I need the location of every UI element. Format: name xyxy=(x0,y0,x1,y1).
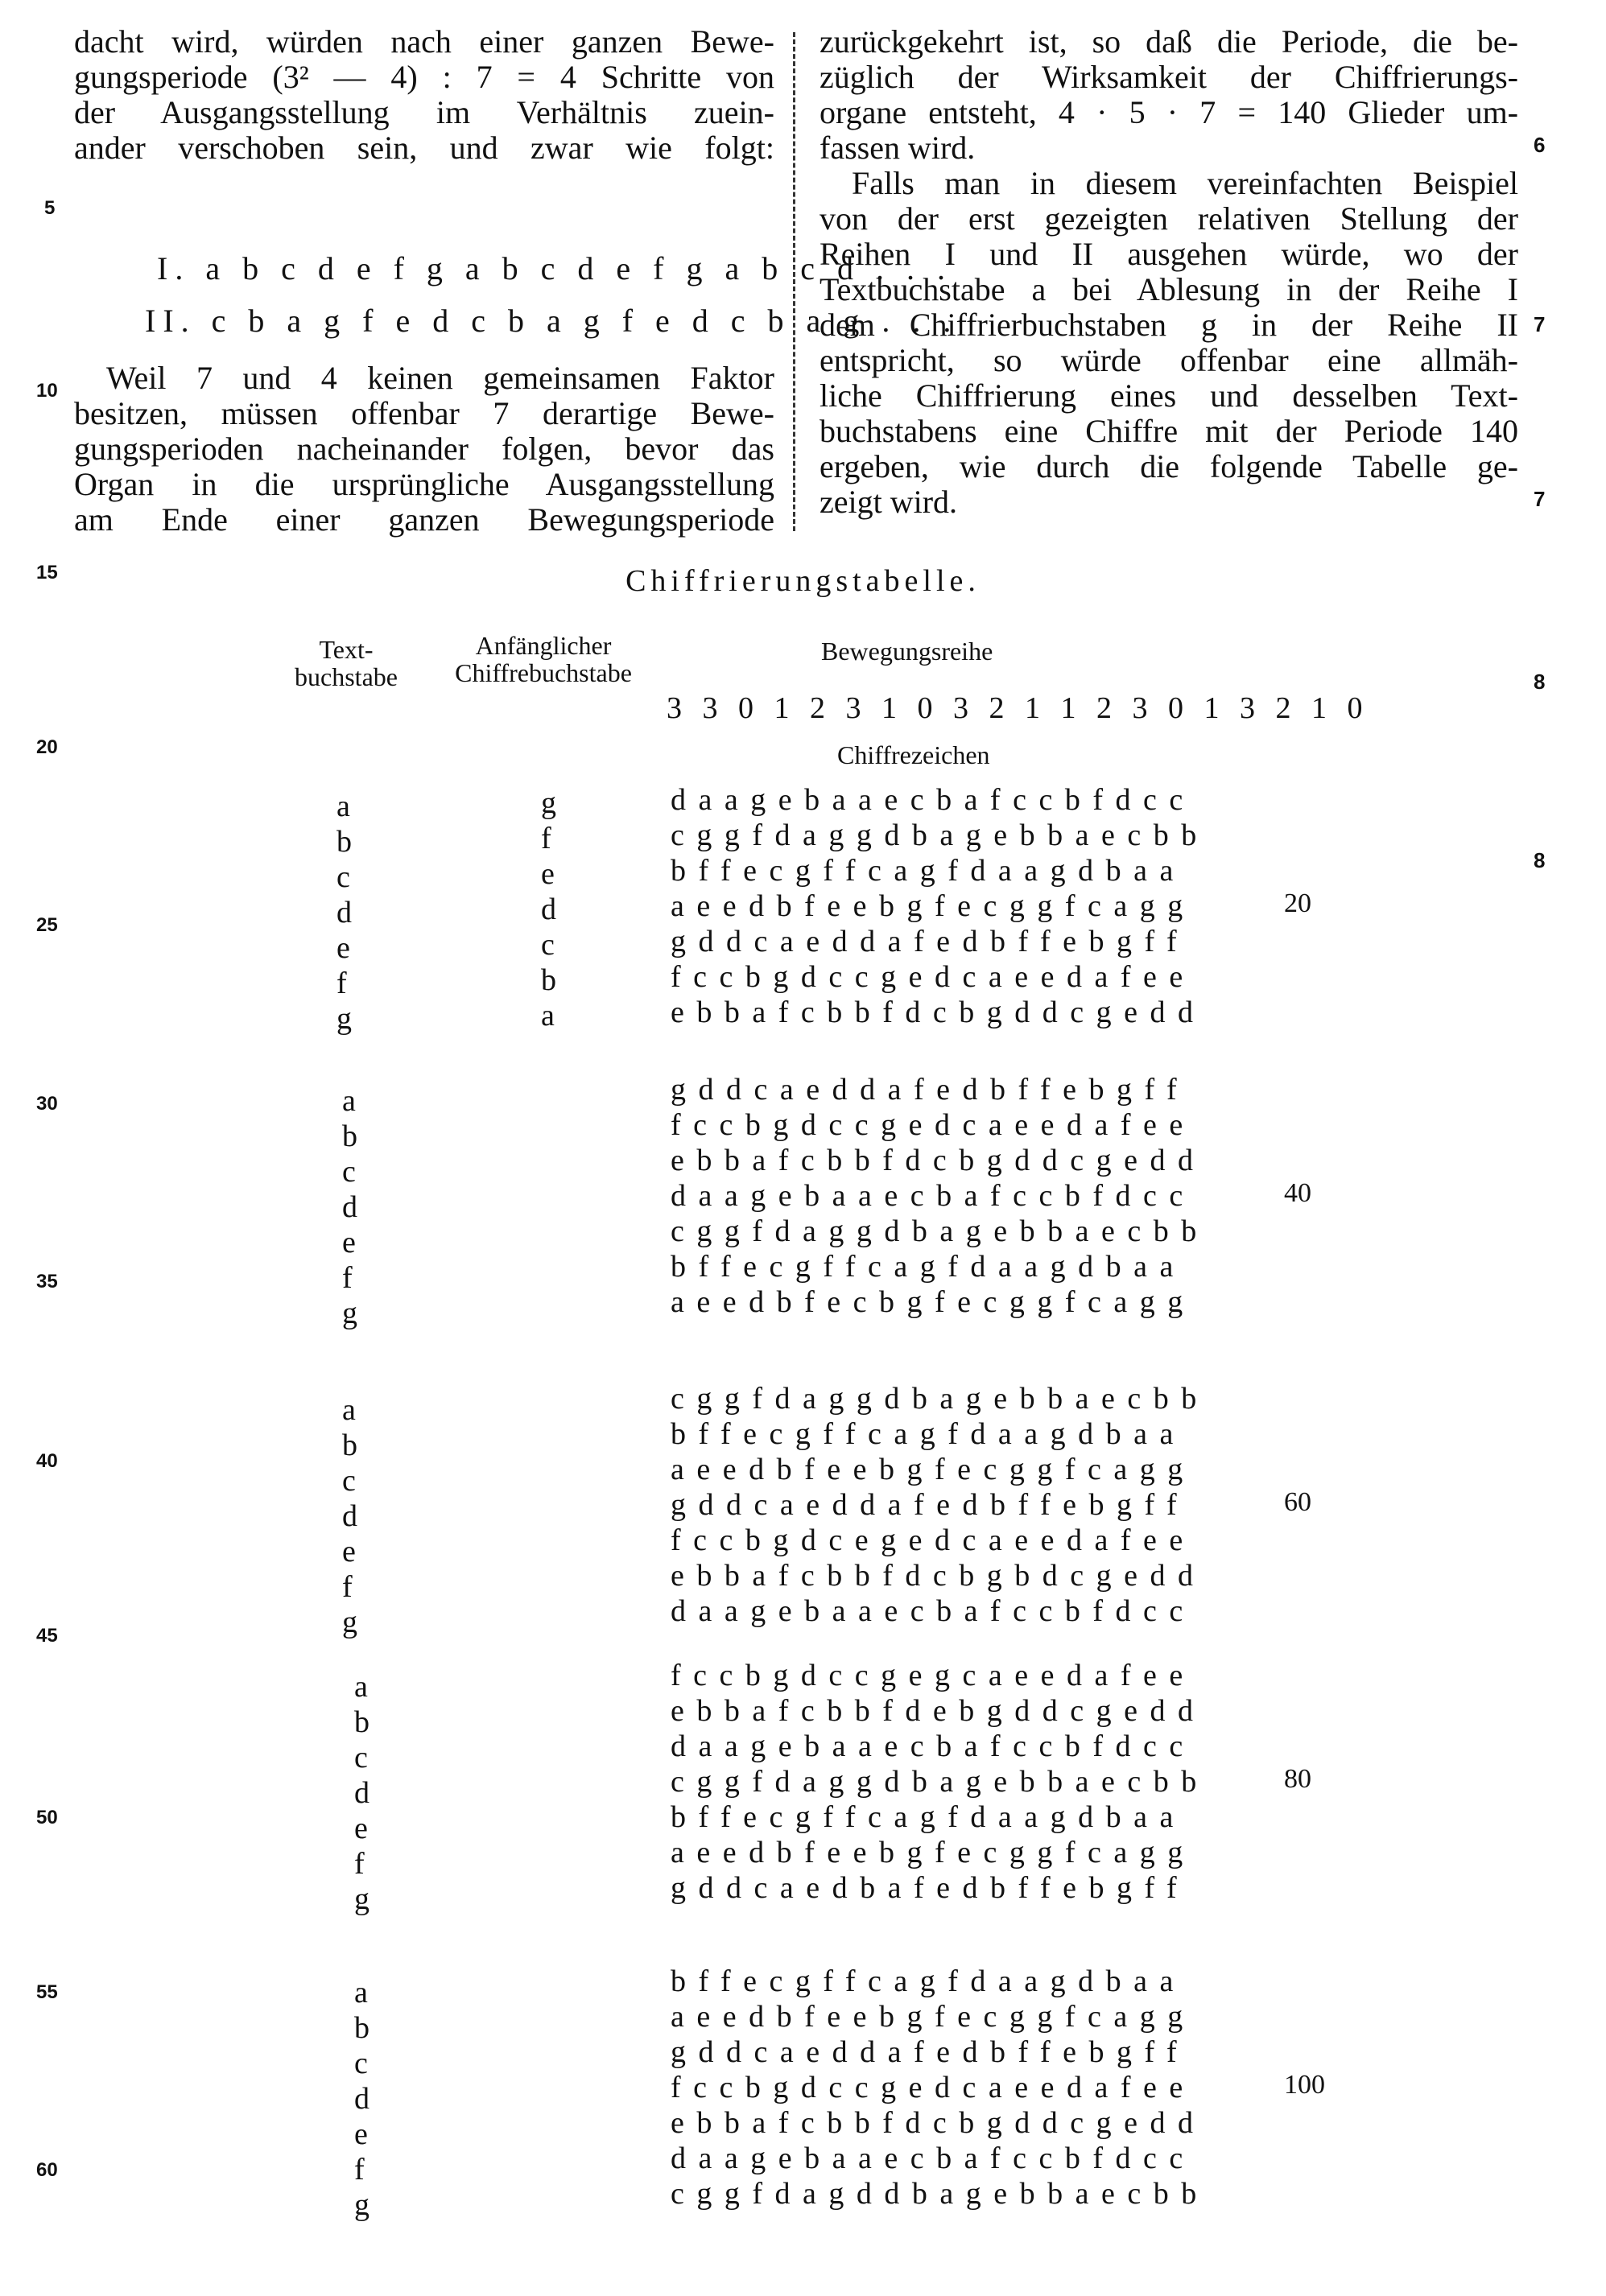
header-line: Anfänglicher xyxy=(475,631,612,660)
cipher-row: aeedbfeebgfecggfcagg xyxy=(671,2000,1195,2034)
cipher-row: bffecgffcagfdaagdbaa xyxy=(671,1800,1186,1834)
text-letter: a xyxy=(336,789,350,823)
period-count: 40 xyxy=(1284,1178,1311,1208)
text-letter: c xyxy=(342,1155,356,1189)
movement-series: 3 3 0 1 2 3 1 0 3 2 1 1 2 3 0 1 3 2 1 0 xyxy=(667,691,1369,725)
cipher-row: daagebaaecbafccbfdcc xyxy=(671,1594,1195,1628)
line-number: 10 xyxy=(36,380,58,402)
initial-cipher-letter: d xyxy=(541,892,556,926)
text-letter: c xyxy=(354,2047,368,2080)
cipher-row: gddcaeddafedbffebgff xyxy=(671,2035,1190,2069)
cipher-row: aeedbfeebgfecggfcagg xyxy=(671,1453,1195,1486)
cipher-row: bffecgffcagfdaagdbaa xyxy=(671,1964,1186,1998)
text-letter: b xyxy=(354,1705,370,1739)
text-line: der Ausgangsstellung im Verhältnis zuein- xyxy=(74,94,774,130)
cipher-row: aeedbfeebgfecggfcagg xyxy=(671,889,1195,923)
left-column-2 xyxy=(74,361,774,538)
cipher-row: cggfdaggdbagebbaecbb xyxy=(671,818,1209,852)
series-II: II. c b a g f e d c b a g f e d c b a g . . . xyxy=(145,303,959,339)
cipher-row: bffecgffcagfdaagdbaa xyxy=(671,1250,1186,1284)
cipher-row: cggfdaggdbagebbaecbb xyxy=(671,1214,1209,1248)
column-divider xyxy=(793,32,798,531)
text-letter: a xyxy=(342,1393,356,1427)
cipher-row: gddcaeddafedbffebgff xyxy=(671,925,1190,958)
cipher-row: bffecgffcagfdaagdbaa xyxy=(671,1417,1186,1451)
text-letter: e xyxy=(354,1812,368,1845)
cipher-row: aeedbfecbgfecggfcagg xyxy=(671,1285,1195,1319)
table-title: Chiffrierungstabelle. xyxy=(625,564,981,598)
cipher-row: gddcaeddafedbffebgff xyxy=(671,1073,1190,1107)
line-number: 6 xyxy=(1534,133,1546,157)
text-line: am Ende einer ganzen Bewegungsperiode xyxy=(74,501,774,538)
period-count: 60 xyxy=(1284,1487,1311,1517)
text-line: Organ in die ursprüngliche Ausgangsstellung xyxy=(74,466,774,502)
text-letter: b xyxy=(342,1119,357,1153)
text-line: fassen wird. xyxy=(820,130,976,166)
line-number: 55 xyxy=(36,1981,58,2003)
text-letter: e xyxy=(336,931,350,965)
text-letter: d xyxy=(342,1499,357,1533)
cipher-row: cggfdagddbagebbaecbb xyxy=(671,2177,1209,2211)
text-line: gungsperioden nacheinander folgen, bevor das xyxy=(74,431,774,467)
cipher-row: fccbgdccgedcaeedafee xyxy=(671,1108,1195,1142)
line-number: 45 xyxy=(36,1625,58,1647)
initial-cipher-letter: a xyxy=(541,999,555,1033)
line-number: 25 xyxy=(36,914,58,936)
cipher-row: gddcaedbafedbffebgff xyxy=(671,1871,1190,1905)
period-count: 80 xyxy=(1284,1764,1311,1794)
line-number: 8 xyxy=(1534,848,1546,872)
header-moves: Bewegungsreihe xyxy=(821,637,993,666)
text-line: von der erst gezeigten relativen Stellung der xyxy=(820,200,1518,237)
text-letter: b xyxy=(336,825,352,859)
cipher-row: aeedbfeebgfecggfcagg xyxy=(671,1836,1195,1869)
cipher-row: ebbafcbbfdcbgddcgedd xyxy=(671,1144,1206,1177)
period-count: 20 xyxy=(1284,888,1311,918)
text-letter: e xyxy=(342,1535,356,1568)
text-line: dacht wird, würden nach einer ganzen Bewe- xyxy=(74,23,774,60)
text-letter: f xyxy=(342,1570,353,1604)
cipher-row: ebbafcbbfdcbgddcgedd xyxy=(671,2106,1206,2140)
cipher-row: daagebaaecbafccbfdcc xyxy=(671,2141,1195,2175)
text-line: Reihen I und II ausgehen würde, wo der xyxy=(820,236,1518,272)
text-letter: d xyxy=(336,896,352,930)
cipher-row: daagebaaecbafccbfdcc xyxy=(671,1179,1195,1213)
text-letter: g xyxy=(336,1002,352,1036)
line-number: 7 xyxy=(1534,312,1546,336)
cipher-row: fccbgdcegedcaeedafee xyxy=(671,1523,1195,1557)
text-line: züglich der Wirksamkeit der Chiffrierungs- xyxy=(820,59,1518,95)
text-letter: e xyxy=(342,1226,356,1259)
cipher-row: gddcaeddafedbffebgff xyxy=(671,1488,1190,1522)
text-letter: b xyxy=(354,2011,370,2045)
line-number: 5 xyxy=(44,197,56,219)
text-line: buchstabens eine Chiffre mit der Periode 140 xyxy=(820,413,1518,449)
text-letter: f xyxy=(354,2153,365,2187)
text-letter: f xyxy=(354,1847,365,1881)
initial-cipher-letter: g xyxy=(541,786,556,820)
text-line: Weil 7 und 4 keinen gemeinsamen Faktor xyxy=(106,360,774,396)
header-line: buchstabe xyxy=(295,662,398,691)
cipher-row: ebbafcbbfdcbgddcgedd xyxy=(671,995,1206,1029)
left-column xyxy=(74,24,774,166)
text-letter: g xyxy=(342,1296,357,1330)
header-cipher: Chiffrezeichen xyxy=(837,740,990,769)
text-letter: b xyxy=(342,1428,357,1462)
text-letter: c xyxy=(354,1741,368,1775)
text-line: zurückgekehrt ist, so daß die Periode, die be- xyxy=(820,23,1518,60)
cipher-row: daagebaaecbafccbfdcc xyxy=(671,1729,1195,1763)
cipher-row: fccbgdccgegcaeedafee xyxy=(671,1659,1195,1692)
cipher-row: bffecgffcagfdaagdbaa xyxy=(671,854,1186,888)
text-letter: a xyxy=(354,1670,368,1704)
text-line: organe entsteht, 4 · 5 · 7 = 140 Glieder um- xyxy=(820,94,1518,130)
line-number: 8 xyxy=(1534,670,1546,694)
text-line: Falls man in diesem vereinfachten Beispiel xyxy=(852,165,1518,201)
line-number: 40 xyxy=(36,1450,58,1472)
cipher-row: ebbafcbbfdebgddcgedd xyxy=(671,1694,1206,1728)
text-line: ander verschoben sein, und zwar wie folgt: xyxy=(74,130,774,166)
line-number: 60 xyxy=(36,2159,58,2181)
line-number: 20 xyxy=(36,736,58,758)
cipher-row: fccbgdccgedcaeedafee xyxy=(671,960,1195,994)
cipher-row: cggfdaggdbagebbaecbb xyxy=(671,1765,1209,1799)
cipher-row: daagebaaecbafccbfdcc xyxy=(671,783,1195,817)
text-line: ergeben, wie durch die folgende Tabelle ge- xyxy=(820,448,1518,484)
cipher-row: cggfdaggdbagebbaecbb xyxy=(671,1382,1209,1416)
series-I: I. a b c d e f g a b c d e f g a b c d . . . xyxy=(157,250,952,286)
header-text-letter xyxy=(274,636,419,690)
text-letter: a xyxy=(354,1976,368,2010)
line-number: 7 xyxy=(1534,487,1546,511)
text-letter: f xyxy=(336,967,347,1000)
text-line: besitzen, müssen offenbar 7 derartige Bewe- xyxy=(74,395,774,431)
text-letter: d xyxy=(354,1776,370,1810)
text-letter: c xyxy=(336,860,350,894)
text-line: liche Chiffrierung eines und desselben Text- xyxy=(820,377,1518,414)
text-line: entspricht, so würde offenbar eine allmäh- xyxy=(820,342,1518,378)
header-line: Text- xyxy=(319,635,374,664)
initial-cipher-letter: b xyxy=(541,963,556,997)
right-column xyxy=(820,24,1518,520)
text-line: gungsperiode (3² — 4) : 7 = 4 Schritte von xyxy=(74,59,774,95)
text-letter: e xyxy=(354,2117,368,2151)
cipher-row: fccbgdccgedcaeedafee xyxy=(671,2071,1195,2104)
text-letter: d xyxy=(342,1190,357,1224)
period-count: 100 xyxy=(1284,2070,1325,2100)
line-number: 30 xyxy=(36,1093,58,1115)
initial-cipher-letter: c xyxy=(541,928,555,962)
line-number: 35 xyxy=(36,1271,58,1292)
text-line: dem Chiffrierbuchstaben g in der Reihe II xyxy=(820,307,1518,343)
text-letter: c xyxy=(342,1464,356,1498)
initial-cipher-letter: e xyxy=(541,857,555,891)
line-number: 15 xyxy=(36,562,58,583)
header-initial-letter xyxy=(427,632,660,686)
text-line: Textbuchstabe a bei Ablesung in der Reihe I xyxy=(820,271,1518,307)
text-letter: g xyxy=(354,1882,370,1916)
initial-cipher-letter: f xyxy=(541,822,551,855)
header-line: Chiffrebuchstabe xyxy=(455,658,632,687)
text-line: zeigt wird. xyxy=(820,484,958,520)
text-letter: d xyxy=(354,2082,370,2116)
cipher-row: ebbafcbbfdcbgbdcgedd xyxy=(671,1559,1206,1593)
line-number: 50 xyxy=(36,1807,58,1828)
text-letter: g xyxy=(342,1606,357,1639)
text-letter: f xyxy=(342,1261,353,1295)
text-letter: g xyxy=(354,2188,370,2222)
text-letter: a xyxy=(342,1084,356,1118)
